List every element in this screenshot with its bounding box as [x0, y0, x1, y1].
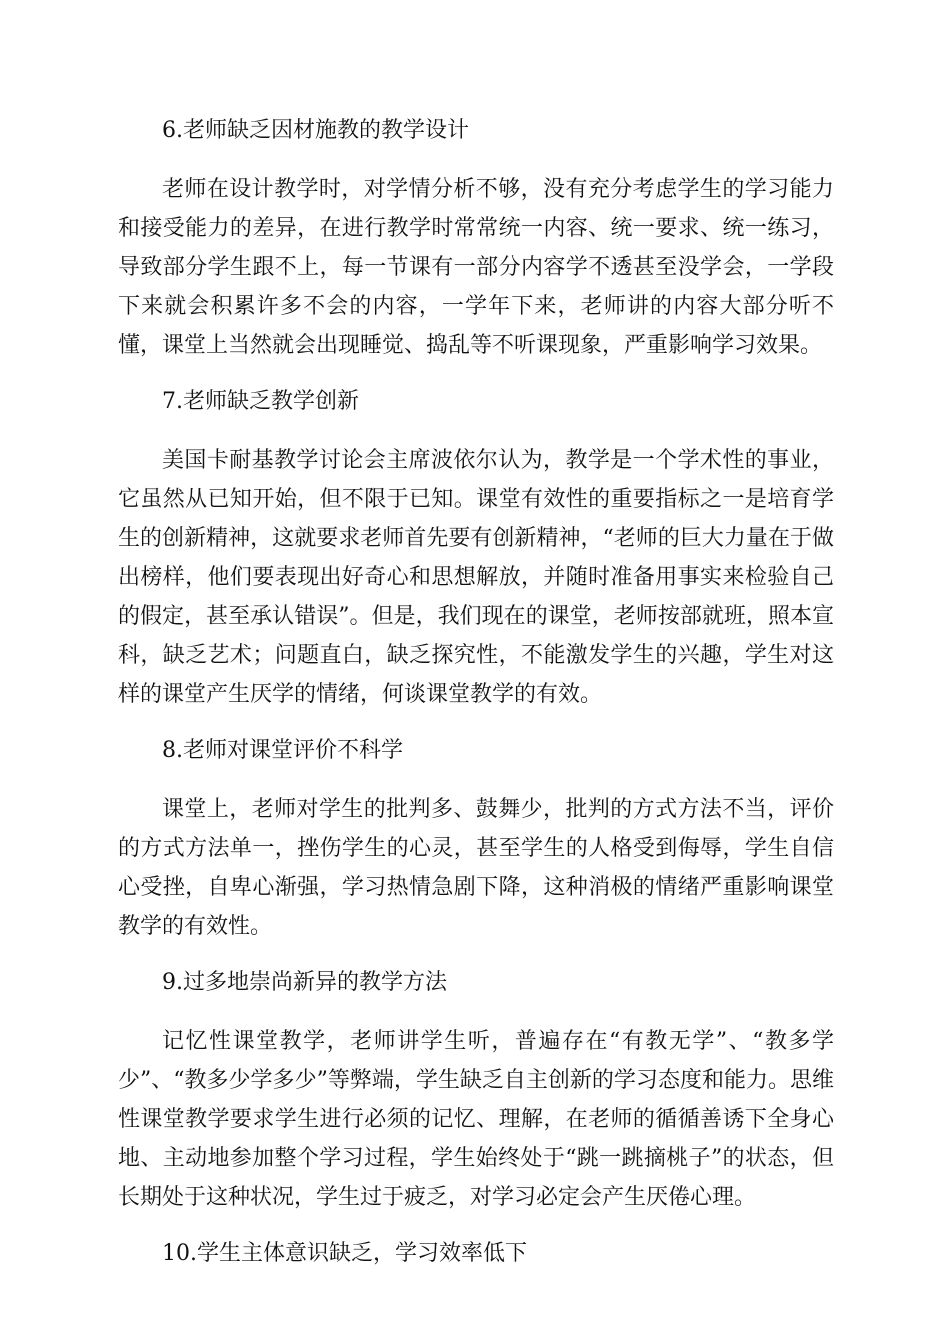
section-heading: 7.老师缺乏教学创新: [162, 389, 359, 414]
section-8: [118, 728, 834, 946]
section-heading: 6.老师缺乏因材施教的教学设计: [162, 118, 469, 143]
section-paragraph: 美国卡耐基教学讨论会主席波依尔认为，教学是一个学术性的事业，它虽然从已知开始，但不限于已知。课堂有效性的重要指标之一是培育学生的创新精神，这就要求老师首先要有创新精神，“老师的巨大力量在于做出榜样，他们要表现出好奇心和思想解放，并随时准备用事实来检验自己的假定，甚至承认错误”。但是，我们现在的课堂，老师按部就班，照本宣科，缺乏艺术；问题直白，缺乏探究性，不能激发学生的兴趣，学生对这样的课堂产生厌学的情绪，何谈课堂教学的有效。: [118, 448, 834, 707]
section-heading: 10.学生主体意识缺乏，学习效率低下: [162, 1241, 527, 1266]
section-10: [118, 1231, 834, 1277]
section-paragraph: 老师在设计教学时，对学情分析不够，没有充分考虑学生的学习能力和接受能力的差异，在进行教学时常常统一内容、统一要求、统一练习，导致部分学生跟不上，每一节课有一部分内容学不透甚至没学会，一学段下来就会积累许多不会的内容，一学年下来，老师讲的内容大部分听不懂，课堂上当然就会出现睡觉、捣乱等不听课现象，严重影响学习效果。: [118, 177, 834, 358]
section-paragraph: 课堂上，老师对学生的批判多、鼓舞少，批判的方式方法不当，评价的方式方法单一，挫伤学生的心灵，甚至学生的人格受到侮辱，学生自信心受挫，自卑心渐强，学习热情急剧下降，这种消极的情绪严重影响课堂教学的有效性。: [118, 797, 834, 939]
section-heading: 8.老师对课堂评价不科学: [162, 738, 403, 763]
section-9: [118, 960, 834, 1217]
section-paragraph: 记忆性课堂教学，老师讲学生听，普遍存在“有教无学”、“教多学少”、“教多少学多少”等弊端，学生缺乏自主创新的学习态度和能力。思维性课堂教学要求学生进行必须的记忆、理解，在老师的循循善诱下全身心地、主动地参加整个学习过程，学生始终处于“跳一跳摘桃子”的状态，但长期处于这种状况，学生过于疲乏，对学习必定会产生厌倦心理。: [118, 1029, 834, 1210]
section-heading: 9.过多地崇尚新异的教学方法: [162, 970, 447, 995]
section-7: [118, 379, 834, 714]
document-page: [118, 108, 834, 1293]
section-6: [118, 108, 834, 365]
